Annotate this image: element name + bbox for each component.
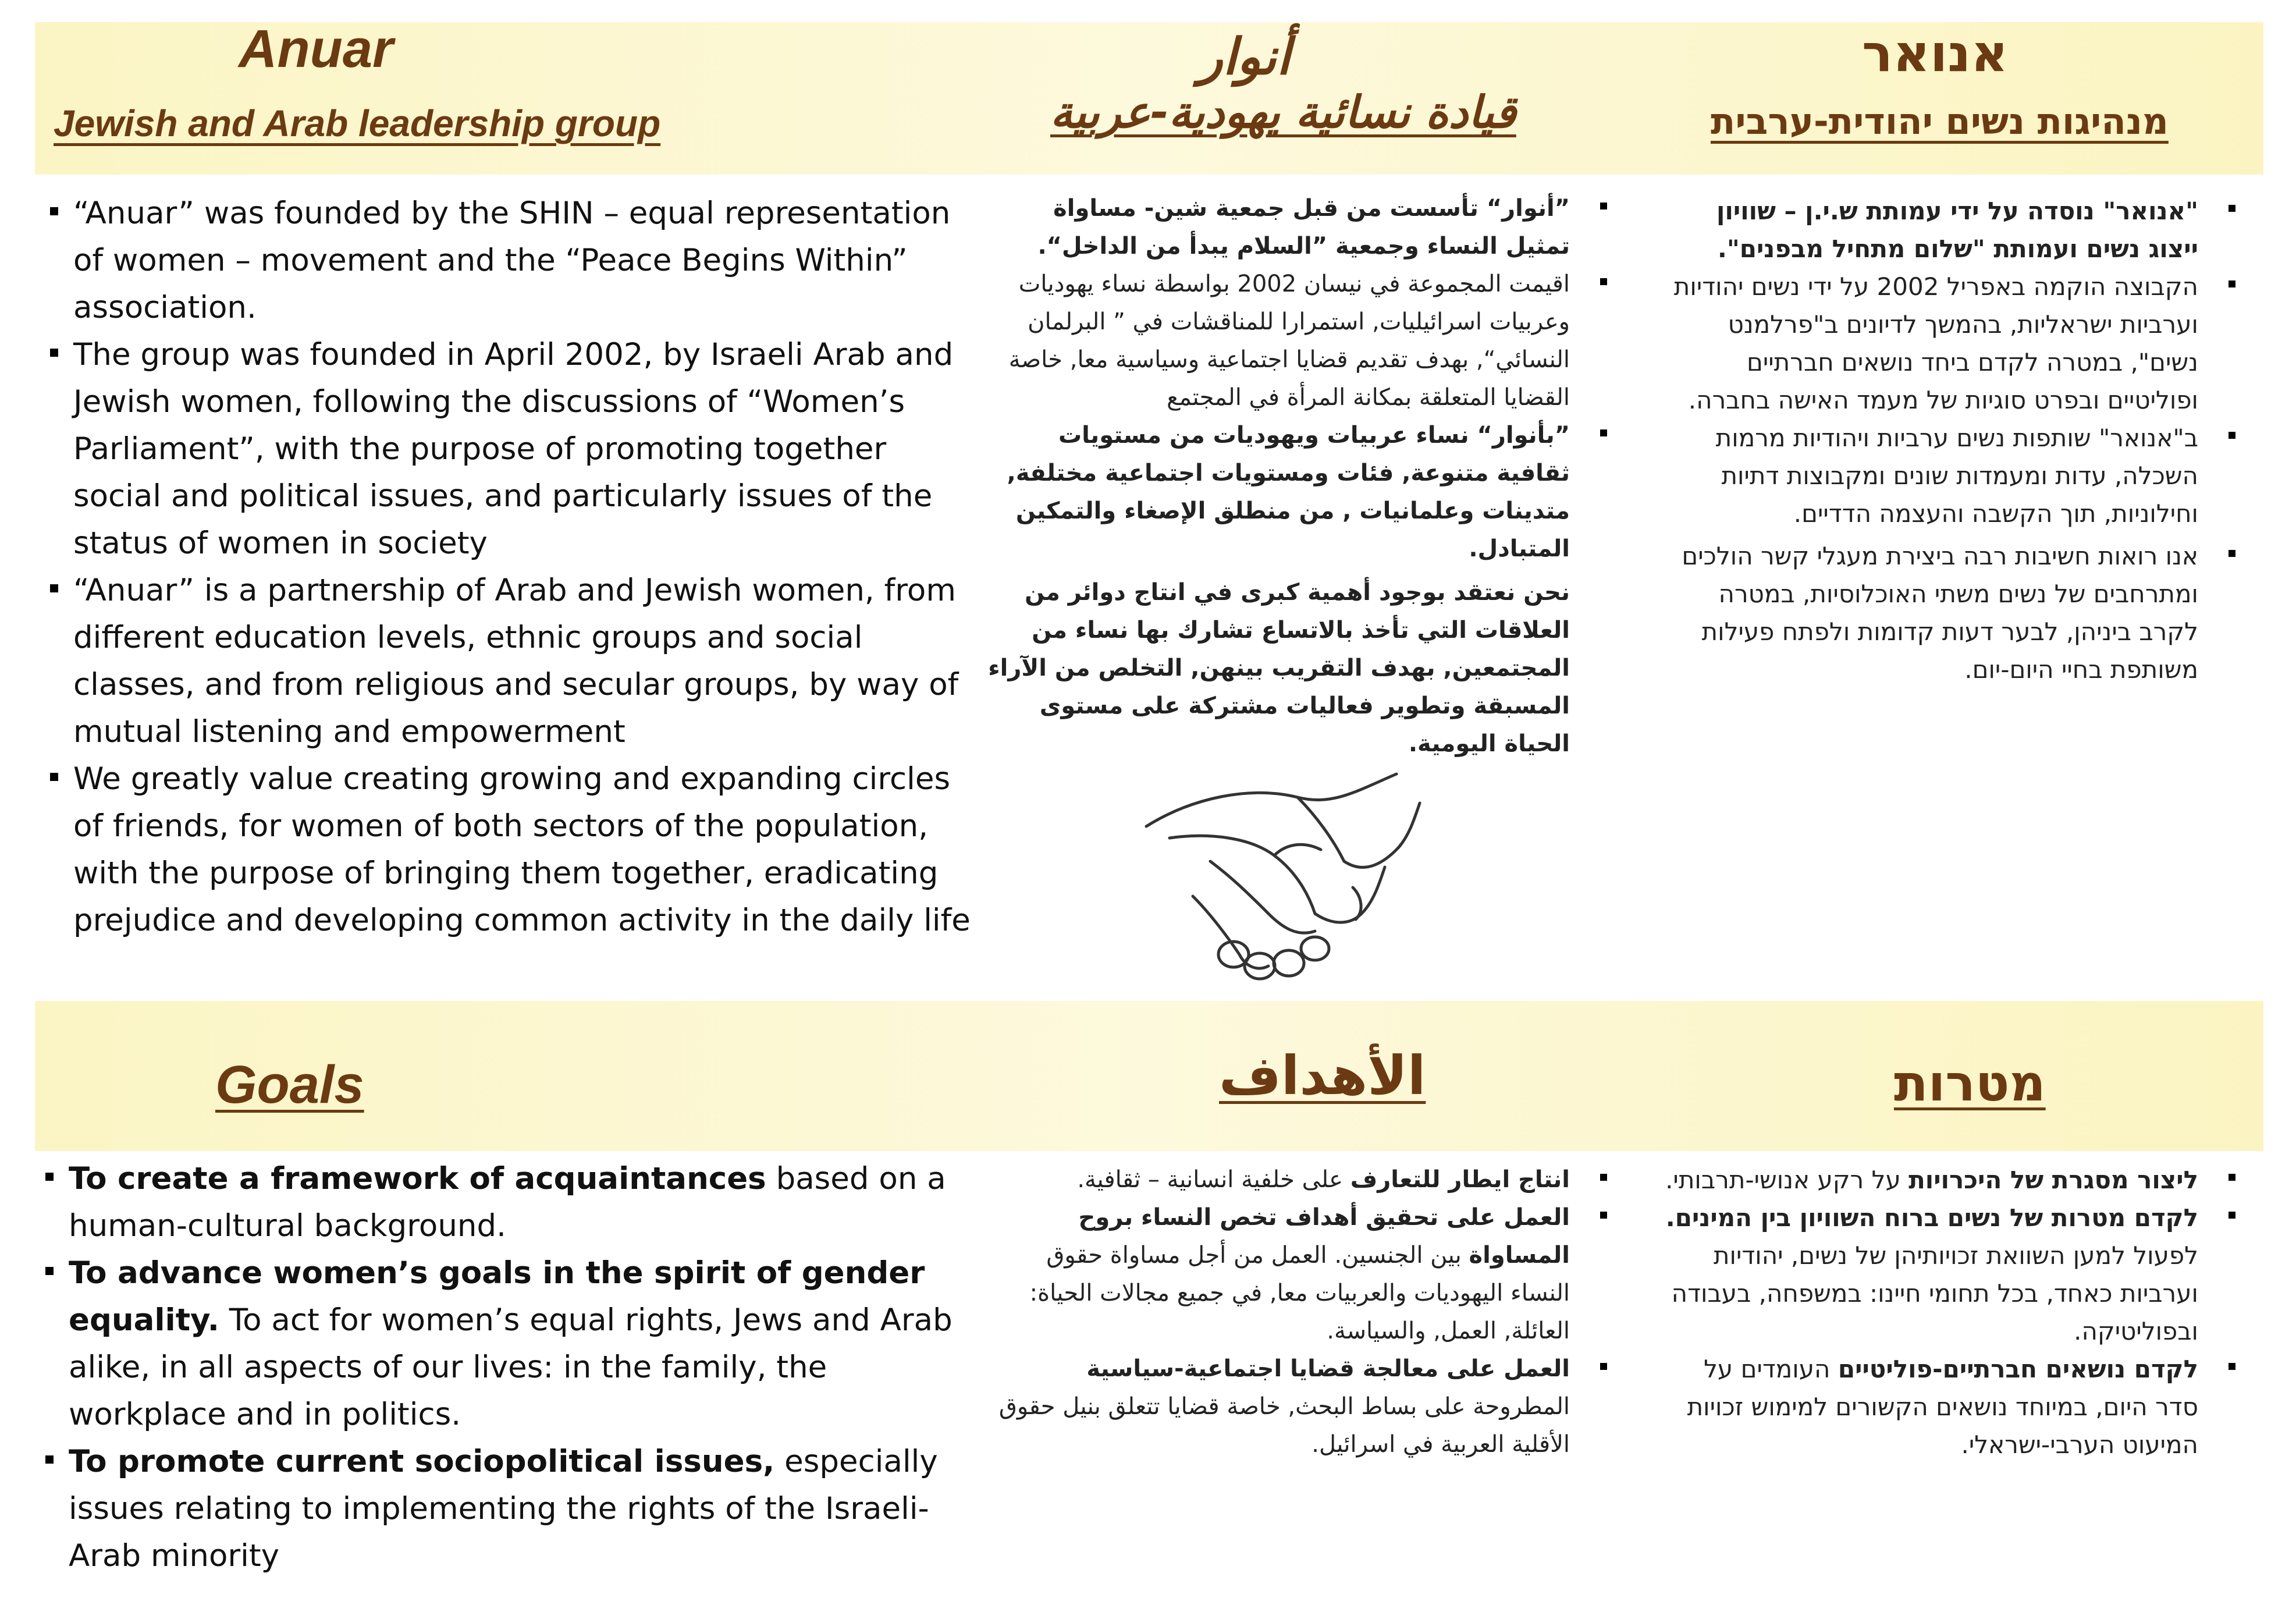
list-item: ”بأنوار“ نساء عربيات ويهوديات من مستويات ثقافية متنوعة, فئات ومستويات اجتماعية مختلفة, متدينات وعلمانيات , من منطلق الإصغاء والتمكين المتبادل. xyxy=(983,417,1612,568)
goals-arabic-list xyxy=(983,1161,1612,1464)
list-item: לקדם מטרות של נשים ברוח השוויון בין המינים. לפעול למען השוואת זכויותיהן של נשים, יהודיות וערביות כאחד, בכל תחומי חיינו: במשפחה, בעבודה ובפוליטיקה. xyxy=(1664,1199,2240,1350)
hebrew-title: אנואר xyxy=(1862,23,2009,83)
goals-hebrew-list xyxy=(1664,1161,2240,1464)
goals-title-hebrew: מטרות xyxy=(1894,1054,2046,1113)
list-item: نحن نعتقد بوجود أهمية كبرى في انتاج دوائر من العلاقات التي تأخذ بالاتساع تشارك بها نساء من المجتمعين, بهدف التقريب بينهن, التخلص من الآراء المسبقة وتطوير فعاليات مشتركة على مستوى الحياة اليومية. xyxy=(988,579,1570,757)
list-item: ”أنوار“ تأسست من قبل جمعية شين- مساواة تمثيل النساء وجمعية ”السلام يبدأ من الداخل“. xyxy=(983,190,1612,265)
goals-title-arabic: الأهداف xyxy=(1219,1045,1426,1107)
list-item: אנו רואות חשיבות רבה ביצירת מעגלי קשר הולכים ומתרחבים של נשים משתי האוכלוסיות, במטרה לקרב ביניהן, לבער דעות קדומות ולפתח פעילות משותפת בחיי היום-יום. xyxy=(1664,537,2240,688)
list-item: ליצור מסגרת של היכרויות על רקע אנושי-תרבותי. xyxy=(1664,1161,2240,1199)
goals-title-english: Goals xyxy=(215,1055,364,1114)
list-item: “Anuar” was founded by the SHIN – equal representation of women – movement and the “Peace Begins Within” association. xyxy=(37,190,974,331)
list-item: The group was founded in April 2002, by Israeli Arab and Jewish women, following the discussions of “Women’s Parliament”, with the purpose of promoting together social and political issues, and particularly issues of the status of women in society xyxy=(37,331,974,567)
list-item: العمل على معالجة قضايا اجتماعية-سياسية المطروحة على بساط البحث, خاصة قضايا تتعلق بنيل حقوق الأقلية العربية في اسرائيل. xyxy=(983,1350,1612,1464)
about-hebrew-list xyxy=(1664,192,2240,688)
list-item: ב"אנואר" שותפות נשים ערביות ויהודיות מרמות השכלה, עדות ומעמדות שונים ומקבוצות דתיות וחילוניות, תוך הקשבה והעצמה הדדיים. xyxy=(1664,419,2240,532)
english-title: Anuar xyxy=(239,19,393,79)
goals-english-list xyxy=(33,1155,975,1579)
list-item: To create a framework of acquaintances based on a human-cultural background. xyxy=(33,1155,975,1249)
handshake-icon xyxy=(1123,762,1426,995)
list-item: הקבוצה הוקמה באפריל 2002 על ידי נשים יהודיות וערביות ישראליות, בהמשך לדיונים ב"פרלמנט נשים", במטרה לקדם ביחד נושאים חברתיים ופוליטיים ובפרט סוגיות של מעמד האישה בחברה. xyxy=(1664,268,2240,419)
list-item: We greatly value creating growing and expanding circles of friends, for women of both sectors of the population, with the purpose of bringing them together, eradicating prejudice and developing common activity in the daily life xyxy=(37,755,974,944)
about-english-list xyxy=(37,190,974,944)
arabic-title: أنوار xyxy=(1199,28,1291,86)
list-item: לקדם נושאים חברתיים-פוליטיים העומדים על סדר היום, במיוחד נושאים הקשורים למימוש זכויות המיעוט הערבי-ישראלי. xyxy=(1664,1350,2240,1464)
list-item: “Anuar” is a partnership of Arab and Jewish women, from different education levels, ethnic groups and social classes, and from religious and secular groups, by way of mutual listening and empowerment xyxy=(37,567,974,755)
about-arabic-list xyxy=(983,190,1612,763)
list-item: العمل على تحقيق أهداف تخص النساء بروح المساواة بين الجنسين. العمل من أجل مساواة حقوق النساء اليهوديات والعربيات معا, في جميع مجالات الحياة: العائلة, العمل, والسياسة. xyxy=(983,1199,1612,1350)
list-item: To advance women’s goals in the spirit of gender equality. To act for women’s equal rights, Jews and Arab alike, in all aspects of our lives: in the family, the workplace and in politics. xyxy=(33,1249,975,1438)
arabic-subtitle: قيادة نسائية يهودية-عربية xyxy=(1050,86,1516,138)
list-item: To promote current sociopolitical issues, especially issues relating to implementing the rights of the Israeli-Arab minority xyxy=(33,1438,975,1579)
list-item: اقيمت المجموعة في نيسان 2002 بواسطة نساء يهوديات وعربيات اسرائيليات, استمرارا للمناقشات في ” البرلمان النسائي“, بهدف تقديم قضايا اجتماعية وسياسية معا, خاصة القضايا المتعلقة بمكانة المرأة في المجتمع xyxy=(983,265,1612,417)
list-item: انتاج ايطار للتعارف على خلفية انسانية – ثقافية. xyxy=(983,1161,1612,1199)
english-subtitle: Jewish and Arab leadership group xyxy=(54,102,661,144)
list-item: "אנואר" נוסדה על ידי עמותת ש.י.ן – שוויון ייצוג נשים ועמותת "שלום מתחיל מבפנים". xyxy=(1664,192,2240,268)
hebrew-subtitle: מנהיגות נשים יהודית-ערבית xyxy=(1711,100,2169,143)
